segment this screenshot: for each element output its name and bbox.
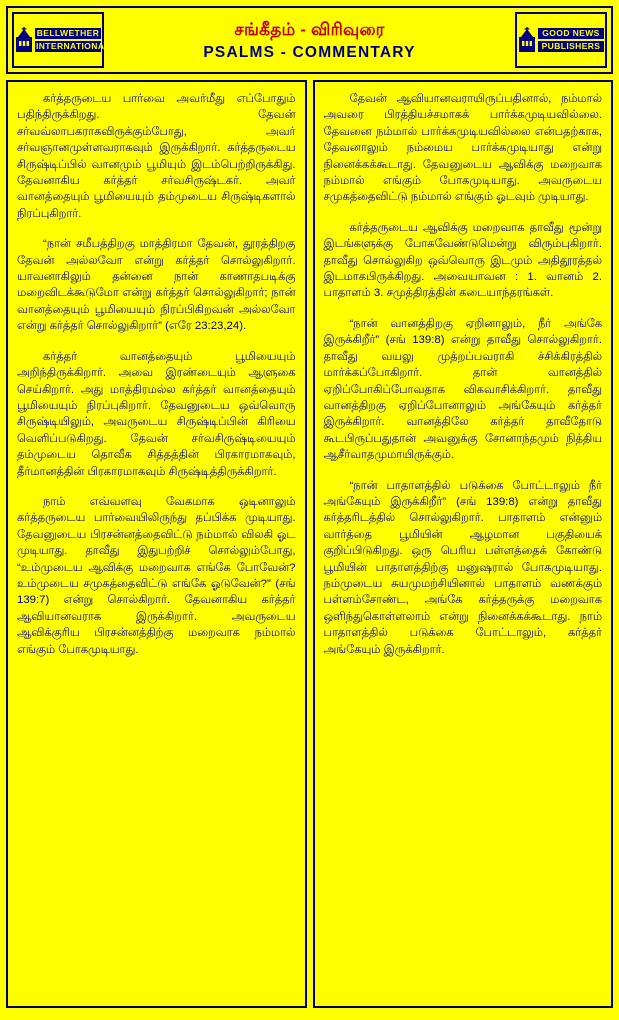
paragraph: கர்த்தர் வானத்தையும் பூமியையும் அறிந்திருக்கிறார். அவை இரண்டையும் ஆளுகை செய்கிறார். அது மாத்திரமல்ல கர்த்தர் வானத்தையும் பூமியையும் நிரப்புகிறார். தேவனுடைய ஒவ்வொரு சிருஷ்டியிலும், அவருடைய சிருஷ்டிப்பின் கிரியை வெளிப்படுகிறது. தேவன் சர்வசிருஷ்டியையும் தம்முடைய தொவீக சித்தத்தின் பிரகாரமாகவும், தீர்மானத்தின் பிரகாரமாகவும் சிருஷ்டித்திருக்கிறார். <box>17 350 296 478</box>
publisher-right-line2: PUBLISHERS <box>538 41 604 52</box>
paragraph: “நான் பாதாளத்தில் படுக்கை போட்டாலும் நீர் அங்கேயும் இருக்கிறீர்” (சங் 139:8) என்று தாவீது கர்த்தரிடத்தில் சொல்லுகிறார். பாதாளம் என்னும் வார்த்தை பூமியின் ஆழமான பகுதியைக் குறிப்பிடுகிறது. ஒரு பெரிய பள்ளத்தைக் கோண்டு பூமியின் பாதாளத்திற்கு மனுஷரால் போகமுடியாது. நம்முடைய சுயமுமற்சியினால் பாதாளம் வணக்கும் பள்ளம்சோண்ட, அங்கே கர்த்தருக்கு மறைவாக ஒளிந்துகொள்ளலாம் என்று நினைக்கக்கூடாது. நாம் பாதாளத்தில் படுக்கை போட்டாலும், கர்த்தர் அங்கேயும் இருக்கிறார். <box>323 479 602 656</box>
paragraph: “நான் சமீபத்திறகு மாத்திரமா தேவன், தூரத்திறகு தேவன் அல்லவோ என்று கர்த்தர் சொல்லுகிறார். யாவனாகிலும் தன்னை நான் காணாதபடிக்கு மறைவிடக்கூடுமோ என்று கர்த்தர் சொல்லுகிறார்; நான் வானத்தையும் பூமியையும் நிரப்பிகிறவன் அல்லவோ என்று கர்த்தர் சொல்லுகிறார்” (எரே 23:23,24). <box>17 238 296 333</box>
publisher-logo-right <box>515 12 607 68</box>
paragraph: “நான் வானத்திறகு ஏறினாலும், நீர் அங்கே இருக்கிறீர்” (சங் 139:8) என்று தாவீது சொல்லுகிறார். தாவீது வயலு முத்றப்பவராகி ச்சிக்கிரத்தில் மார்க்கப்போகிறார். தான் வானத்தில் ஏறிப்போகிப்போவதாக விகவாசிக்கிறார். தாவீது வானத்திறகு ஏறிப்போனாலும் அங்கேயும் கர்த்தர் இருக்கிறார். வானத்திலே கர்த்தர் தாவீதோடு கூடபிருப்பதுதான் அவனுக்கு சோனாந்தமும் நித்திய ஆசீர்வாதமுமாயிருக்கும். <box>323 317 602 462</box>
right-column <box>313 80 614 1008</box>
publisher-right-line1: GOOD NEWS <box>538 28 604 39</box>
page-header <box>6 6 613 74</box>
paragraph: தேவன் ஆவியானவராயிருப்பதினால், நம்மால் அவரை பிரத்தியச்சமாகக் பார்க்கமுடியவில்லை. தேவனை நம்மால் பார்க்கமுடியவில்லை என்பதற்காக, தேவனாலும் நம்மைய பார்க்கமுடியாது என்று நினைக்கக்கூடாது. தேவனுடைய ஆவிக்கு மறைவாக நம்மால் எங்கும் போகமுடியாது. அவருடைய சமுகத்தைவிட்டு நம்மால் எங்கும் ஓடவும் முடியாது. <box>323 93 602 204</box>
paragraph: கர்த்தருடைய ஆவிக்கு மறைவாக தாவீது மூன்று இடங்களுக்கு போகவேண்டுமென்று விரும்புகிறார். தாவீது சொல்லுகிற ஒவ்வொரு இடமும் அதிதூரத்தல் இடமாகபிருக்கிறது. அவையாவன : 1. வானம் 2. பாதாளம் 3. சமுத்திரத்தின் கடையாந்தரங்கள். <box>323 221 602 300</box>
paragraph: நாம் எவ்வளவு வேகமாக ஒடினாலும் கர்த்தருடைய பார்வையிலிருந்து தப்பிக்க முடியாது. தேவனுடைய பிரசன்னத்தைவிட்டு நம்மால் விலகி ஓட முடியாது. தாவீது இதுபற்றிச் சொல்லும்போது, “உம்முடைய ஆவிக்கு மறைவாக எங்கே போவேன்? உம்முடைய சமுகத்தைவிட்டு எங்கே ஓடுவேன்?” (சங் 139:7) என்று சொல்கிறார். தேவனாகிய கர்த்தர் ஆவியானவராக இருக்கிறார். அவருடைய ஆவிக்குரிய பிரசன்னத்திற்கு மறைவாக நம்மால் எங்கும் போகமுடியாது. <box>17 495 296 656</box>
left-column <box>6 80 307 1008</box>
two-column-body <box>6 80 613 1008</box>
publisher-left-line2: INTERNATIONAL <box>36 41 110 51</box>
title-tamil: சங்கீதம் - விரிவுரை <box>234 19 385 39</box>
church-emblem-icon <box>15 27 33 53</box>
page-title <box>108 8 511 72</box>
church-emblem-icon <box>518 27 536 53</box>
publisher-left-line1: BELLWETHER <box>36 28 100 38</box>
publisher-logo-left <box>12 12 110 68</box>
paragraph: கர்த்தருடைய பார்வை அவர்மீது எப்போதும் பதிந்திருக்கிறது. தேவன் சர்வவ்லாபகராகவிருக்கும்போது, அவர் சர்வஞானமுள்ளவராகவும் இருக்கிறார். கர்த்தருடைய சிருஷ்டிப்பில் வானமும் பூமியும் இடம்பெற்றிருக்கிது. தேவனாகிய கர்த்தர் சர்வசிருஷ்டகர். அவர் வானத்தையும் பூமியையும் தம்முடைய சிருஷ்டிகளால் நிரப்புகிறார். <box>17 93 296 220</box>
title-english: PSALMS - COMMENTARY <box>203 43 416 61</box>
